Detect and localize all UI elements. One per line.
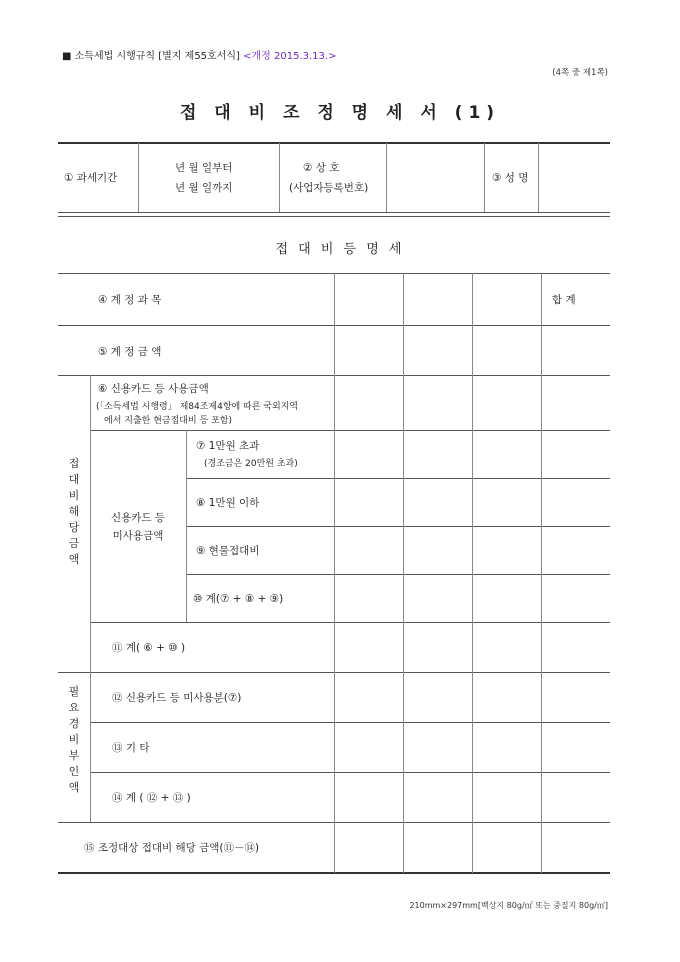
row-6-note-2: 에서 지출한 현금접대비 등 포함) xyxy=(104,416,232,426)
row-5-account-amount: ⑤ 계 정 금 액 xyxy=(98,346,162,358)
row-12-card-unused: ⑫ 신용카드 등 미사용분(⑦) xyxy=(112,692,242,704)
info-bottom-rule-2 xyxy=(58,216,610,217)
divider xyxy=(90,375,91,822)
divider xyxy=(138,143,139,212)
group-label-unused: 미사용금액 xyxy=(112,530,164,542)
divider xyxy=(279,143,280,212)
divider xyxy=(484,143,485,212)
row-line xyxy=(186,574,610,575)
period-label: ① 과세기간 xyxy=(64,172,118,184)
company-label: ② 상 호 xyxy=(303,162,340,174)
row-6-card-usage: ⑥ 신용카드 등 사용금액 xyxy=(98,383,209,395)
page-info: (4쪽 중 제1쪽) xyxy=(552,68,608,78)
divider xyxy=(472,273,473,873)
divider xyxy=(403,273,404,873)
divider xyxy=(541,273,542,873)
total-header: 합 계 xyxy=(552,294,576,306)
company-sub-label: (사업자등록번호) xyxy=(289,182,369,194)
top-rule xyxy=(58,142,610,144)
divider xyxy=(386,143,387,212)
divider xyxy=(334,273,335,873)
section-title: 접 대 비 등 명 세 xyxy=(275,242,405,257)
row-line xyxy=(90,772,610,773)
revision-text: <개정 2015.3.13.> xyxy=(243,51,337,62)
side-label-entertainment: 접대비해당금액 xyxy=(68,457,80,566)
name-label: ③ 성 명 xyxy=(492,172,529,184)
divider xyxy=(538,143,539,212)
row-line xyxy=(90,722,610,723)
row-8-under-10000: ⑧ 1만원 이하 xyxy=(196,497,260,509)
row-11-total: ⑪ 계( ⑥ + ⑩ ) xyxy=(112,642,186,654)
row-line xyxy=(90,430,610,431)
row-line xyxy=(186,526,610,527)
side-label-denied: 필요경비부인액 xyxy=(68,685,80,794)
row-4-account-title: ④ 계 정 과 목 xyxy=(98,294,162,306)
regulation-header xyxy=(62,47,336,62)
date-from: 년 월 일부터 xyxy=(175,162,233,174)
info-bottom-rule xyxy=(58,212,610,213)
regulation-text: ■ 소득세법 시행규칙 [별지 제55호서식] xyxy=(62,51,240,62)
row-9-in-kind: ⑨ 현물접대비 xyxy=(196,545,260,557)
row-7-note: (경조금은 20만원 초과) xyxy=(204,459,298,469)
row-13-other: ⑬ 기 타 xyxy=(112,742,150,754)
row-15-adjusted-amount: ⑮ 조정대상 접대비 해당 금액(⑪－⑭) xyxy=(84,842,260,854)
row-7-over-10000: ⑦ 1만원 초과 xyxy=(196,440,260,452)
row-14-total: ⑭ 계 ( ⑫ + ⑬ ) xyxy=(112,792,191,804)
group-label-card: 신용카드 등 xyxy=(110,512,166,524)
row-10-subtotal: ⑩ 계(⑦ + ⑧ + ⑨) xyxy=(193,593,284,605)
row-line xyxy=(90,622,610,623)
form-title: 접 대 비 조 정 명 세 서 (1) xyxy=(179,103,501,123)
paper-spec: 210mm×297mm[백상지 80g/㎡ 또는 중질지 80g/㎡] xyxy=(409,901,608,910)
divider xyxy=(186,430,187,622)
row-6-note-1: (「소득세법 시행령」 제84조제4항에 따른 국외지역 xyxy=(96,402,299,412)
row-line xyxy=(186,478,610,479)
date-to: 년 월 일까지 xyxy=(175,182,233,194)
